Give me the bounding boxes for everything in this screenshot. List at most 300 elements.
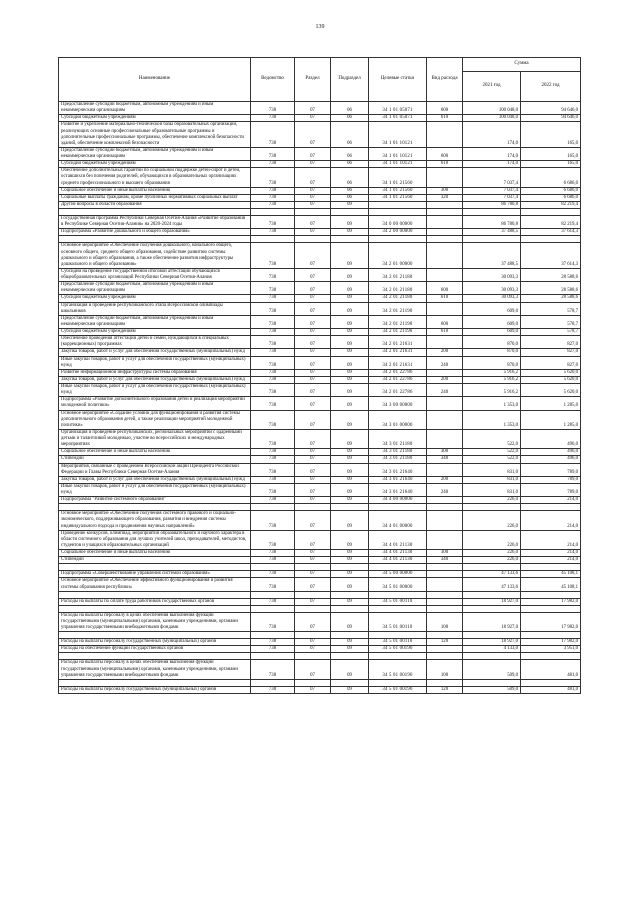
row-sum-2022: 5 620,0 [521, 376, 581, 383]
row-name: Обеспечение проведения аттестации детей и семей, нуждающихся в специальных (коррекционных) программах [59, 336, 251, 349]
row-ministry: 738 [251, 456, 295, 463]
row-podrazdel: 09 [331, 557, 369, 564]
row-expense-type: 600 [427, 147, 463, 160]
row-target-article: 34 5 01 00110 [369, 639, 427, 646]
empty-cell [521, 564, 581, 571]
row-podrazdel: 09 [331, 410, 369, 429]
empty-cell [521, 236, 581, 243]
row-sum-2022: 827,0 [521, 356, 581, 369]
empty-cell [427, 564, 463, 571]
row-name: Расходы на выплаты персоналу государственных (муниципальных) органов [59, 686, 251, 693]
row-name: Расходы на обеспечение функций государственных органов [59, 646, 251, 653]
row-name: Субсидии бюджетным учреждениям [59, 161, 251, 168]
row-razdel: 07 [295, 168, 331, 187]
row-sum-2022: 496,0 [521, 429, 581, 448]
row-sum-2021: 5 916,2 [463, 384, 521, 397]
row-sum-2022: 45 108,1 [521, 571, 581, 578]
row-sum-2021: 522,0 [463, 429, 521, 448]
row-ministry: 738 [251, 329, 295, 336]
row-expense-type: 200 [427, 476, 463, 483]
row-expense-type [427, 598, 463, 605]
row-ministry: 738 [251, 578, 295, 591]
row-ministry: 738 [251, 497, 295, 504]
row-expense-type: 610 [427, 161, 463, 168]
row-razdel: 07 [295, 216, 331, 229]
row-sum-2021: 30 093,3 [463, 295, 521, 302]
row-expense-type [427, 201, 463, 208]
table-row [59, 530, 581, 549]
row-expense-type: 610 [427, 115, 463, 122]
row-podrazdel: 09 [331, 356, 369, 369]
row-razdel: 07 [295, 102, 331, 115]
row-razdel: 07 [295, 598, 331, 605]
row-sum-2021: 100 048,0 [463, 102, 521, 115]
table-row [59, 194, 581, 201]
row-target-article: 34 5 01 00190 [369, 660, 427, 679]
row-razdel: 07 [295, 571, 331, 578]
row-expense-type [427, 268, 463, 281]
row-sum-2022: 6 686,0 [521, 187, 581, 194]
row-ministry: 738 [251, 384, 295, 397]
row-razdel: 07 [295, 686, 331, 693]
row-target-article: 34 5 01 00110 [369, 612, 427, 631]
row-expense-type [427, 646, 463, 653]
table-header [59, 58, 581, 102]
row-podrazdel: 09 [331, 598, 369, 605]
row-razdel: 07 [295, 122, 331, 148]
row-podrazdel: 09 [331, 550, 369, 557]
row-name: Социальное обеспечение и иные выплаты населению [59, 449, 251, 456]
row-podrazdel: 09 [331, 384, 369, 397]
empty-cell [463, 504, 521, 511]
row-podrazdel: 06 [331, 187, 369, 194]
empty-cell [295, 504, 331, 511]
row-podrazdel: 09 [331, 449, 369, 456]
header-target-article: Целевые статьи [369, 58, 427, 102]
row-target-article: 34 2 01 21180 [369, 295, 427, 302]
row-razdel: 07 [295, 147, 331, 160]
empty-cell [251, 632, 295, 639]
row-expense-type: 600 [427, 282, 463, 295]
row-podrazdel: 09 [331, 349, 369, 356]
empty-cell [251, 564, 295, 571]
empty-cell [521, 632, 581, 639]
row-podrazdel: 09 [331, 476, 369, 483]
row-razdel: 07 [295, 660, 331, 679]
empty-cell [369, 209, 427, 216]
row-sum-2021: 609,0 [463, 302, 521, 315]
row-target-article: 34 4 01 00000 [369, 511, 427, 530]
row-expense-type: 240 [427, 356, 463, 369]
row-sum-2022: 214,0 [521, 497, 581, 504]
row-target-article: 34 2 01 21190 [369, 329, 427, 336]
row-target-article: 34 1 01 21560 [369, 187, 427, 194]
row-sum-2021: 5 916,2 [463, 369, 521, 376]
row-expense-type: 100 [427, 612, 463, 631]
row-razdel: 07 [295, 315, 331, 328]
empty-cell [463, 564, 521, 571]
row-razdel: 07 [295, 295, 331, 302]
row-razdel: 07 [295, 115, 331, 122]
row-podrazdel: 06 [331, 168, 369, 187]
row-sum-2021: 870,0 [463, 356, 521, 369]
row-ministry: 738 [251, 639, 295, 646]
row-name: Мероприятия, связанные с проведением Всероссийской акции Президента Российской Федерации и Главы Республики Северная Осетия-Алания [59, 463, 251, 476]
row-razdel: 07 [295, 612, 331, 631]
header-qty: Ведомство [251, 58, 295, 102]
table-row [59, 497, 581, 504]
row-podrazdel: 06 [331, 115, 369, 122]
table-row [59, 243, 581, 269]
empty-cell [427, 605, 463, 612]
row-sum-2021: 509,0 [463, 660, 521, 679]
row-podrazdel: 09 [331, 686, 369, 693]
row-target-article: 34 3 01 21180 [369, 429, 427, 448]
row-name: Основное мероприятие «Создание условий для функционирования и развития системы дополнительного образования детей, а также реализации мероприятий молодежной политики» [59, 410, 251, 429]
row-razdel: 07 [295, 449, 331, 456]
row-podrazdel: 09 [331, 578, 369, 591]
row-sum-2022: 481,0 [521, 660, 581, 679]
table-row [59, 598, 581, 605]
empty-cell [427, 653, 463, 660]
empty-cell [251, 653, 295, 660]
row-ministry: 738 [251, 295, 295, 302]
row-name: Предоставление субсидий бюджетным, автономным учреждениям и иным некоммерческим организациям [59, 282, 251, 295]
row-sum-2021: 509,0 [463, 686, 521, 693]
row-name: Подпрограмма «Развитие дополнительного образования детей и реализация мероприятий молодежной политики» [59, 397, 251, 410]
empty-cell [59, 679, 251, 686]
row-expense-type [427, 578, 463, 591]
row-ministry: 738 [251, 315, 295, 328]
row-expense-type [427, 122, 463, 148]
row-name: Иные закупки товаров, работ и услуг для обеспечения государственных (муниципальных) нужд [59, 356, 251, 369]
empty-cell [463, 653, 521, 660]
row-sum-2021: 100 048,0 [463, 115, 521, 122]
row-sum-2022: 789,0 [521, 483, 581, 496]
row-sum-2022: 45 108,1 [521, 578, 581, 591]
empty-cell [427, 632, 463, 639]
table-row [59, 483, 581, 496]
table-body [59, 102, 581, 694]
row-ministry: 738 [251, 511, 295, 530]
row-ministry: 738 [251, 483, 295, 496]
empty-cell [251, 236, 295, 243]
row-expense-type [427, 497, 463, 504]
empty-cell [369, 679, 427, 686]
row-name: Субсидии на проведение государственной итоговой аттестации обучающихся общеобразовательных организаций Республики Северная Осетия-Алания [59, 268, 251, 281]
empty-cell [369, 504, 427, 511]
row-name: Иные закупки товаров, работ и услуг для обеспечения государственных (муниципальных) нужд [59, 384, 251, 397]
row-podrazdel: 09 [331, 646, 369, 653]
row-expense-type: 100 [427, 660, 463, 679]
empty-cell [59, 209, 251, 216]
table-row [59, 209, 581, 216]
table-row [59, 679, 581, 686]
row-ministry: 738 [251, 161, 295, 168]
row-ministry: 738 [251, 187, 295, 194]
empty-cell [331, 591, 369, 598]
table-row [59, 229, 581, 236]
row-target-article: 34 3 01 21640 [369, 483, 427, 496]
row-sum-2022: 37 614,3 [521, 243, 581, 269]
table-row [59, 201, 581, 208]
table-row [59, 504, 581, 511]
row-target-article: 34 5 00 00000 [369, 571, 427, 578]
empty-cell [251, 591, 295, 598]
row-ministry: 738 [251, 168, 295, 187]
row-target-article: 34 1 01 10121 [369, 161, 427, 168]
row-target-article: 34 2 01 21631 [369, 356, 427, 369]
row-sum-2022: 827,0 [521, 349, 581, 356]
row-razdel: 07 [295, 187, 331, 194]
empty-cell [369, 564, 427, 571]
row-razdel: 07 [295, 429, 331, 448]
row-sum-2021: 831,0 [463, 483, 521, 496]
row-sum-2021: 86 780,8 [463, 216, 521, 229]
row-name: Предоставление субсидий бюджетным, автономным учреждениям и иным некоммерческим организациям [59, 102, 251, 115]
table-row [59, 102, 581, 115]
empty-cell [251, 209, 295, 216]
row-sum-2021: 174,0 [463, 147, 521, 160]
empty-cell [331, 653, 369, 660]
row-name: Подпрограмма «Развитие дошкольного и общего образования» [59, 229, 251, 236]
row-razdel: 07 [295, 282, 331, 295]
row-sum-2021: 174,0 [463, 161, 521, 168]
row-ministry: 738 [251, 115, 295, 122]
header-podrazdel: Подраздел [331, 58, 369, 102]
row-target-article: 34 4 01 21130 [369, 557, 427, 564]
row-target-article: 34 1 01 21560 [369, 194, 427, 201]
empty-cell [521, 209, 581, 216]
row-name: Основное мероприятие «Обеспечение получения дошкольного, начального общего, основного общего, среднего общего образования, содействие развитию системы дошкольного и общего образования, а также обеспечение развития инфраструктуры дошкольного и общего образования» [59, 243, 251, 269]
row-razdel: 07 [295, 397, 331, 410]
row-sum-2022: 94 646,0 [521, 115, 581, 122]
row-name: Закупка товаров, работ и услуг для обеспечения государственных (муниципальных) нужд [59, 376, 251, 383]
row-podrazdel: 09 [331, 639, 369, 646]
table-row [59, 161, 581, 168]
row-razdel: 07 [295, 384, 331, 397]
empty-cell [463, 679, 521, 686]
row-sum-2021: 37 488,5 [463, 243, 521, 269]
row-razdel: 07 [295, 336, 331, 349]
row-name: Подпрограмма «Совершенствование управления системой образования» [59, 571, 251, 578]
row-expense-type: 300 [427, 187, 463, 194]
row-razdel: 07 [295, 483, 331, 496]
empty-cell [295, 209, 331, 216]
row-sum-2022: 165,0 [521, 161, 581, 168]
empty-cell [331, 605, 369, 612]
row-expense-type [427, 216, 463, 229]
table-row [59, 578, 581, 591]
table-row [59, 187, 581, 194]
row-sum-2022: 496,0 [521, 456, 581, 463]
row-name: Субсидии бюджетным учреждениям [59, 329, 251, 336]
row-target-article: 34 5 01 00000 [369, 578, 427, 591]
empty-cell [427, 209, 463, 216]
row-sum-2021: 226,0 [463, 557, 521, 564]
table-row [59, 329, 581, 336]
row-razdel: 07 [295, 463, 331, 476]
empty-cell [369, 236, 427, 243]
row-name: Проведение конкурсов, олимпиад, мероприятий образовательного и научного характера в области системного образования для лучших учителей школ, преподавателей, методистов, студентов и учащихся образовательных организаций [59, 530, 251, 549]
table-row [59, 268, 581, 281]
row-sum-2022: 496,0 [521, 449, 581, 456]
empty-cell [331, 236, 369, 243]
row-razdel: 07 [295, 497, 331, 504]
table-row [59, 216, 581, 229]
row-sum-2021: 1 353,0 [463, 397, 521, 410]
row-sum-2022: 5 620,0 [521, 369, 581, 376]
row-ministry: 738 [251, 349, 295, 356]
row-expense-type [427, 336, 463, 349]
row-name: Стипендии [59, 456, 251, 463]
table-row [59, 632, 581, 639]
row-ministry: 738 [251, 550, 295, 557]
row-podrazdel: 09 [331, 456, 369, 463]
row-ministry: 738 [251, 571, 295, 578]
row-name: Социальные выплаты гражданам, кроме публичных нормативных социальных выплат [59, 194, 251, 201]
row-expense-type [427, 302, 463, 315]
row-target-article: 34 1 01 10121 [369, 122, 427, 148]
row-razdel: 07 [295, 476, 331, 483]
row-sum-2021: 226,0 [463, 511, 521, 530]
row-sum-2021: 47 133,6 [463, 578, 521, 591]
row-razdel: 07 [295, 268, 331, 281]
row-expense-type: 200 [427, 349, 463, 356]
row-sum-2022: 578,7 [521, 329, 581, 336]
row-sum-2022: 481,0 [521, 686, 581, 693]
empty-cell [521, 591, 581, 598]
row-name: Расходы на выплаты по оплате труда работников государственных органов [59, 598, 251, 605]
row-ministry: 738 [251, 476, 295, 483]
empty-cell [463, 591, 521, 598]
row-expense-type: 200 [427, 376, 463, 383]
row-name: Развитие информационной инфраструктуры системы образования [59, 369, 251, 376]
row-ministry: 738 [251, 612, 295, 631]
row-ministry: 738 [251, 369, 295, 376]
row-razdel: 07 [295, 410, 331, 429]
row-sum-2021: 86 780,8 [463, 201, 521, 208]
row-razdel: 07 [295, 161, 331, 168]
row-name: Расходы на выплаты персоналу государственных (муниципальных) органов [59, 639, 251, 646]
row-ministry: 738 [251, 449, 295, 456]
row-podrazdel: 06 [331, 102, 369, 115]
row-sum-2022: 28 588,6 [521, 268, 581, 281]
row-sum-2021: 37 488,5 [463, 229, 521, 236]
row-sum-2021: 609,0 [463, 329, 521, 336]
empty-cell [59, 632, 251, 639]
row-razdel: 07 [295, 369, 331, 376]
table-row [59, 356, 581, 369]
empty-cell [295, 653, 331, 660]
row-expense-type: 240 [427, 483, 463, 496]
table-row [59, 315, 581, 328]
row-podrazdel: 09 [331, 268, 369, 281]
row-sum-2022: 17 982,0 [521, 598, 581, 605]
row-podrazdel: 09 [331, 369, 369, 376]
row-name: Предоставление субсидий бюджетным, автономным учреждениям и иным некоммерческим организациям [59, 147, 251, 160]
row-name: Расходы на выплаты персоналу в целях обеспечения выполнения функций государственными (муниципальными) органами, казенными учреждениями, органами управления государственными внебюджетными фондами [59, 612, 251, 631]
row-ministry: 738 [251, 530, 295, 549]
row-sum-2022: 165,0 [521, 122, 581, 148]
row-podrazdel: 09 [331, 483, 369, 496]
row-sum-2022: 214,0 [521, 557, 581, 564]
row-expense-type: 600 [427, 102, 463, 115]
row-sum-2022: 165,0 [521, 147, 581, 160]
row-podrazdel: 09 [331, 429, 369, 448]
empty-cell [369, 605, 427, 612]
row-name: Субсидии бюджетным учреждениям [59, 115, 251, 122]
header-razdel: Раздел [295, 58, 331, 102]
empty-cell [251, 504, 295, 511]
row-sum-2022: 17 982,0 [521, 639, 581, 646]
row-name: Социальное обеспечение и иные выплаты населению [59, 550, 251, 557]
row-name: Иные закупки товаров, работ и услуг для обеспечения государственных (муниципальных) нужд [59, 483, 251, 496]
row-razdel: 07 [295, 356, 331, 369]
empty-cell [463, 632, 521, 639]
row-target-article: 34 0 00 00000 [369, 216, 427, 229]
row-podrazdel: 09 [331, 243, 369, 269]
row-sum-2021: 831,0 [463, 463, 521, 476]
table-row [59, 397, 581, 410]
row-name: Организация и проведение республиканских, региональных мероприятий с одаренными детьми и талантливой молодежью, участие во всероссийских и международных мероприятиях [59, 429, 251, 448]
row-name: Другие вопросы в области образования [59, 201, 251, 208]
row-ministry: 738 [251, 282, 295, 295]
header-sum: Сумма [463, 58, 581, 72]
row-sum-2021: 30 093,3 [463, 268, 521, 281]
row-podrazdel: 09 [331, 571, 369, 578]
row-target-article: 34 3 01 21640 [369, 476, 427, 483]
row-sum-2022: 94 646,0 [521, 102, 581, 115]
empty-cell [59, 236, 251, 243]
row-razdel: 07 [295, 302, 331, 315]
table-row [59, 369, 581, 376]
row-target-article: 34 3 01 21180 [369, 449, 427, 456]
empty-cell [521, 679, 581, 686]
row-expense-type: 340 [427, 557, 463, 564]
empty-cell [463, 605, 521, 612]
table-row [59, 591, 581, 598]
row-podrazdel: 09 [331, 511, 369, 530]
budget-table [58, 57, 581, 694]
row-sum-2021: 5 916,2 [463, 376, 521, 383]
table-row [59, 410, 581, 429]
row-expense-type: 340 [427, 456, 463, 463]
row-ministry: 738 [251, 216, 295, 229]
table-row [59, 336, 581, 349]
row-sum-2022: 578,7 [521, 315, 581, 328]
empty-cell [331, 504, 369, 511]
header-expense-type: Вид расхода [427, 58, 463, 102]
row-expense-type: 320 [427, 194, 463, 201]
empty-cell [521, 504, 581, 511]
empty-cell [331, 632, 369, 639]
row-target-article: 34 1 01 05071 [369, 102, 427, 115]
row-razdel: 07 [295, 557, 331, 564]
empty-cell [295, 564, 331, 571]
row-target-article: 34 4 01 21130 [369, 550, 427, 557]
row-expense-type: 600 [427, 315, 463, 328]
row-sum-2021: 831,0 [463, 476, 521, 483]
row-razdel: 07 [295, 511, 331, 530]
row-name: Закупка товаров, работ и услуг для обеспечения государственных (муниципальных) нужд [59, 476, 251, 483]
table-row [59, 349, 581, 356]
row-razdel: 07 [295, 456, 331, 463]
row-expense-type [427, 369, 463, 376]
row-target-article: 34 5 01 00190 [369, 646, 427, 653]
row-podrazdel: 09 [331, 282, 369, 295]
row-ministry: 738 [251, 410, 295, 429]
